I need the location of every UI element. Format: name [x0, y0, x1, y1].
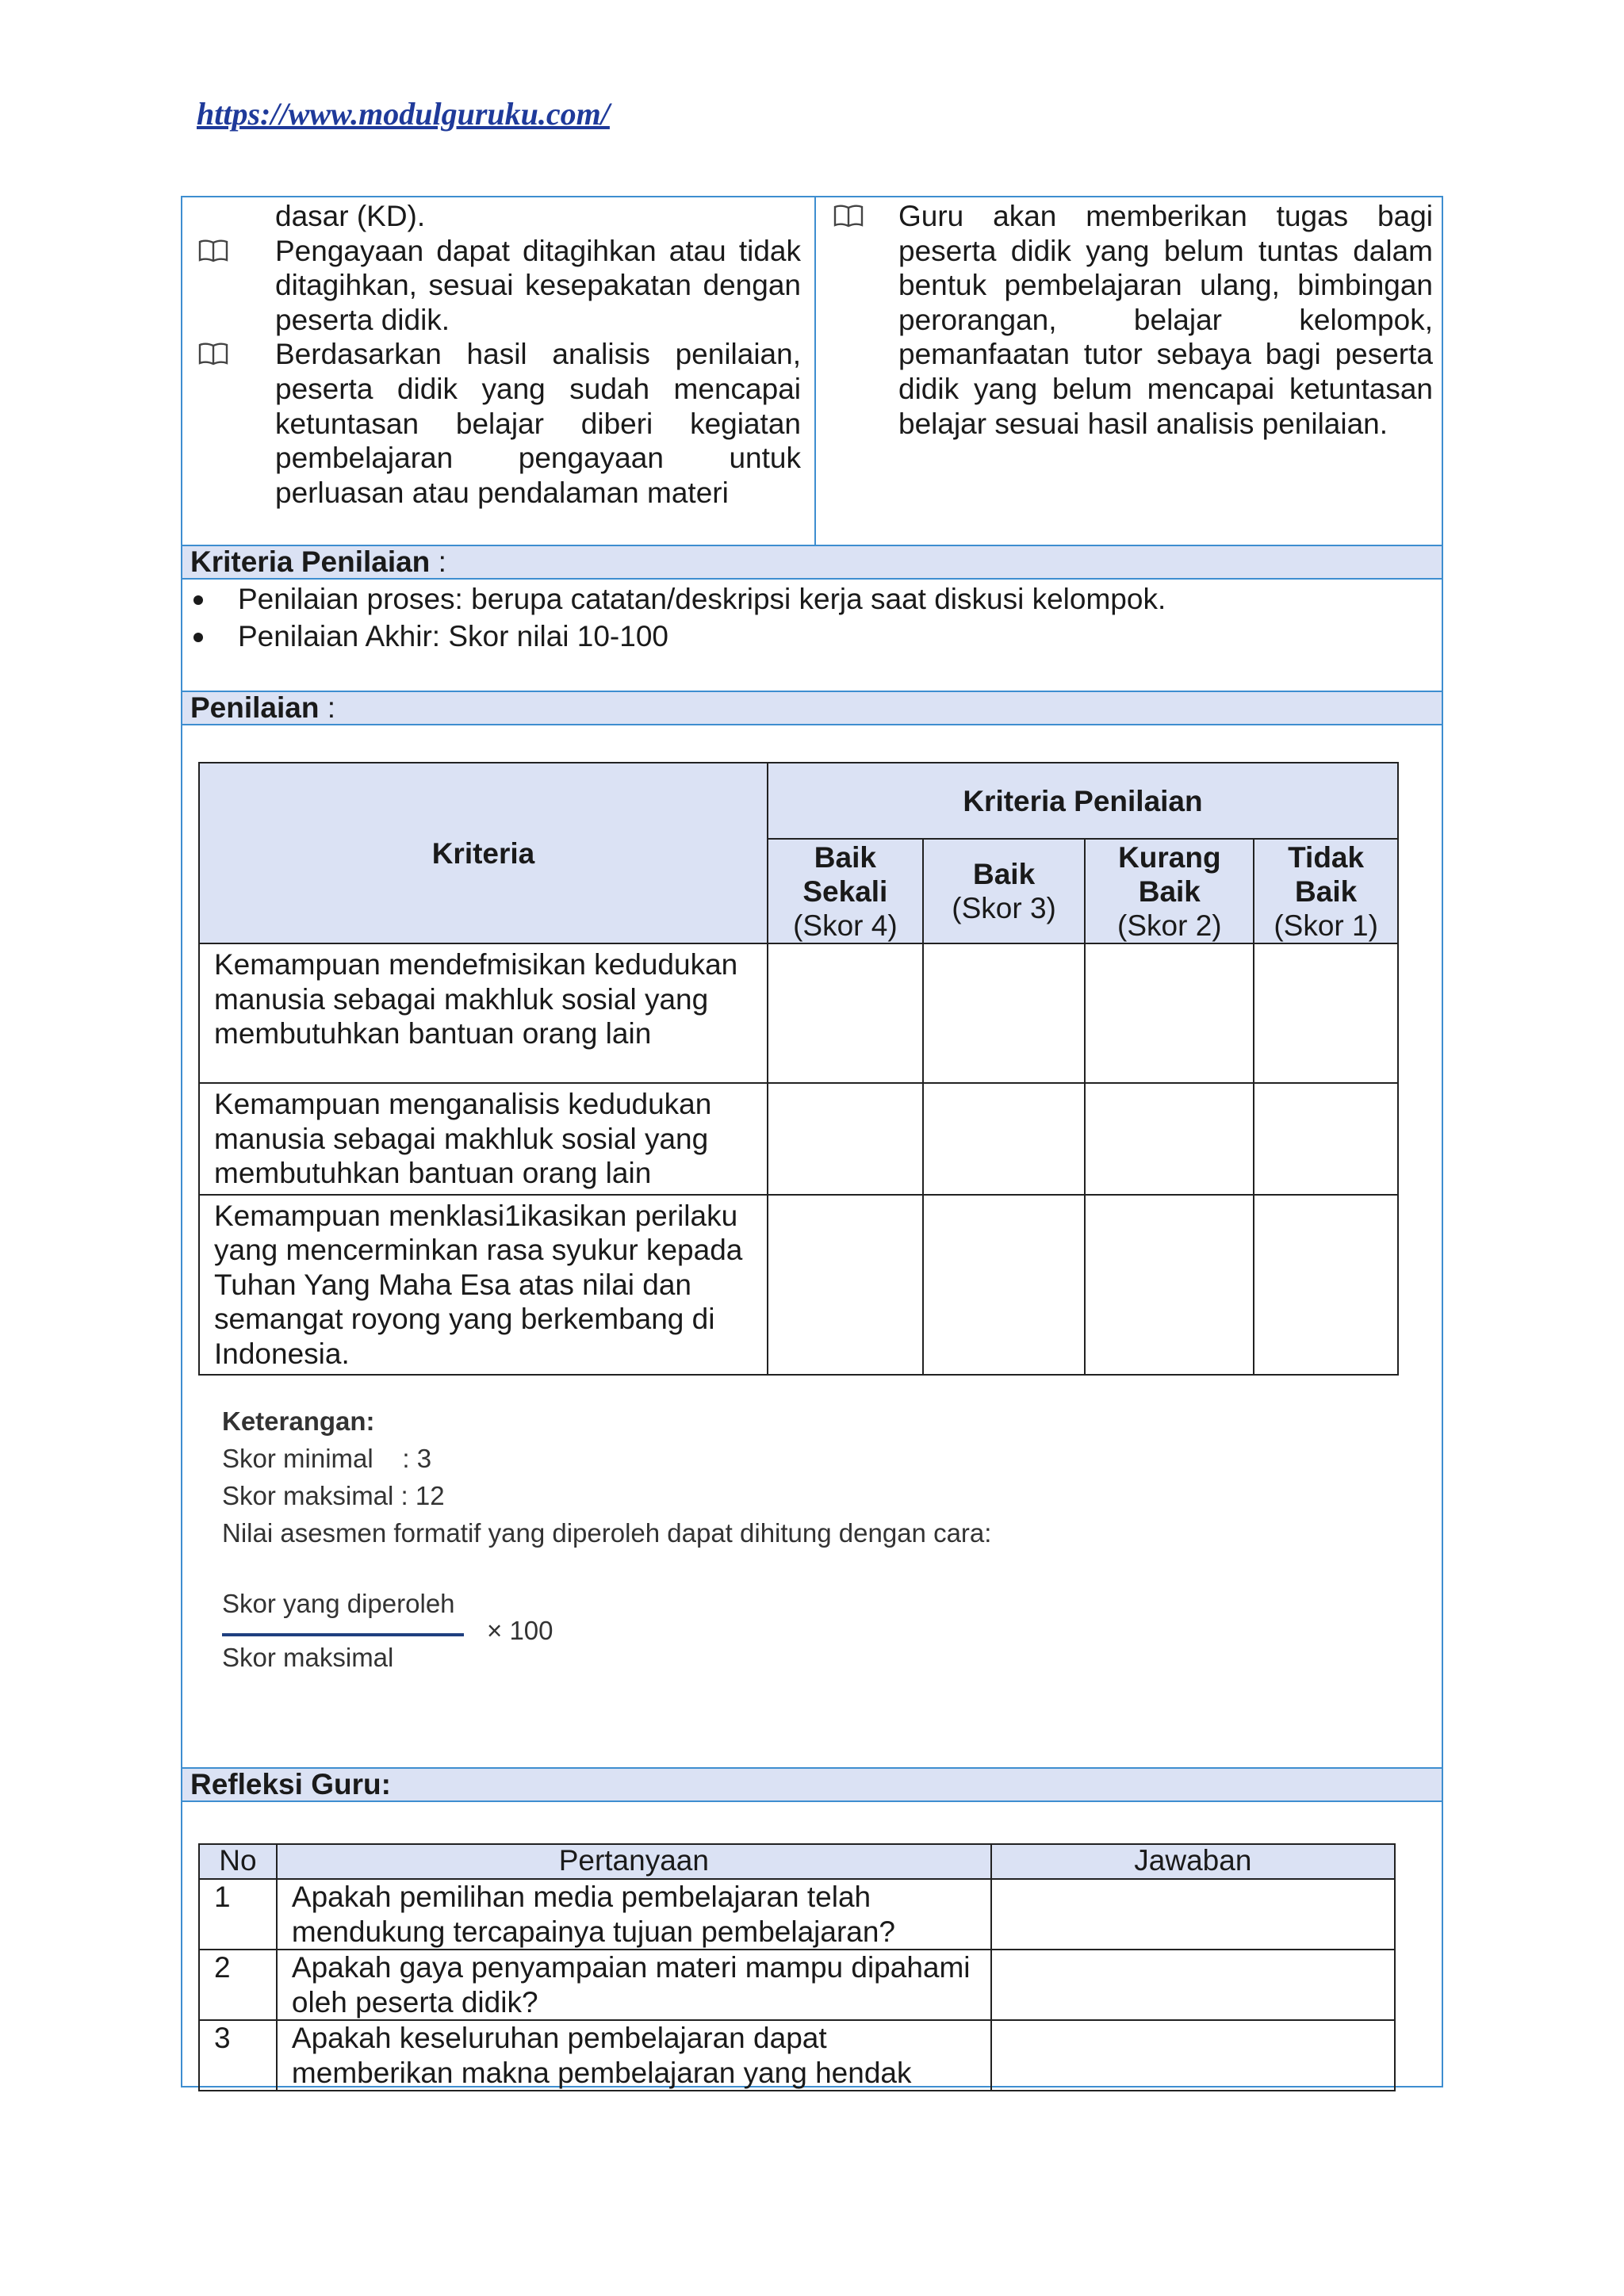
level-score: (Skor 2) [1117, 909, 1222, 942]
table-row [199, 2020, 1395, 2091]
keterangan-title: Keterangan: [222, 1406, 375, 1436]
book-icon [198, 239, 228, 262]
level-name-line2: Baik [1295, 874, 1358, 908]
formula-numerator: Skor yang diperoleh [222, 1589, 455, 1618]
refleksi-band [182, 1767, 1442, 1802]
score-cell[interactable] [768, 1083, 923, 1195]
no-cell: 3 [199, 2020, 277, 2091]
bullet-icon [193, 633, 203, 642]
list-item-text: Penilaian proses: berupa catatan/deskripsi kerja saat diskusi kelompok. [238, 583, 1166, 615]
formula-multiplier: × 100 [487, 1616, 553, 1645]
kriteria-penilaian-list [182, 580, 1166, 655]
score-cell[interactable] [923, 1083, 1086, 1195]
list-item-text: Penilaian Akhir: Skor nilai 10-100 [238, 620, 668, 652]
table-row [199, 1950, 1395, 2020]
jawaban-cell[interactable] [991, 1879, 1395, 1950]
level-header [923, 839, 1086, 943]
book-icon [198, 342, 228, 365]
book-icon [833, 204, 864, 228]
kriteria-penilaian-band [182, 545, 1442, 580]
fraction-bar [222, 1633, 464, 1636]
score-cell[interactable] [923, 943, 1086, 1083]
kriteria-cell: Kemampuan mendefmisikan kedudukan manusia sebagai makhluk sosial yang membutuhkan bantuan orang lain [199, 943, 768, 1083]
enrichment-item [182, 234, 801, 338]
header-url-link[interactable]: https://www.modulguruku.com/ [197, 96, 610, 132]
refleksi-title: Refleksi Guru: [190, 1768, 391, 1800]
remedial-item-text: Guru akan memberikan tugas bagi peserta didik yang belum tuntas dalam bentuk pembelajaran ulang, bimbingan perorangan, belajar kelompok, pemanfaatan tutor sebaya bagi peserta didik yang belum mencapai ketuntasan belajar sesuai hasil analisis penilaian. [898, 200, 1433, 440]
level-name-line1: Kurang [1118, 840, 1221, 874]
skor-minimal-text: Skor minimal : 3 [222, 1444, 432, 1473]
kriteria-cell: Kemampuan menklasi1ikasikan perilaku yang mencerminkan rasa syukur kepada Tuhan Yang Maha Esa atas nilai dan semangat royong yang berkembang di Indonesia. [199, 1195, 768, 1376]
level-header [1085, 839, 1254, 943]
no-cell: 1 [199, 1879, 277, 1950]
pertanyaan-cell: Apakah keseluruhan pembelajaran dapat memberikan makna pembelajaran yang hendak [277, 2020, 991, 2091]
level-name-line1: Baik [814, 840, 876, 874]
jawaban-cell[interactable] [991, 2020, 1395, 2091]
level-name-line2: Sekali [802, 874, 888, 908]
continuation-text: dasar (KD). [275, 200, 426, 232]
score-cell[interactable] [1085, 1083, 1254, 1195]
score-cell[interactable] [1085, 1195, 1254, 1376]
rubric-table [198, 762, 1399, 1376]
penilaian-band [182, 691, 1442, 725]
score-cell[interactable] [923, 1195, 1086, 1376]
remedial-column [814, 199, 1433, 441]
kriteria-penilaian-suffix: : [430, 545, 446, 578]
score-cell[interactable] [1254, 1195, 1398, 1376]
jawaban-header: Jawaban [991, 1844, 1395, 1879]
skor-maksimal-text: Skor maksimal : 12 [222, 1481, 445, 1510]
level-score: (Skor 1) [1274, 909, 1378, 942]
no-cell: 2 [199, 1950, 277, 2020]
list-item [182, 618, 1166, 655]
pertanyaan-cell: Apakah pemilihan media pembelajaran telah mendukung tercapainya tujuan pembelajaran? [277, 1879, 991, 1950]
enrichment-item-text: Pengayaan dapat ditagihkan atau tidak ditagihkan, sesuai kesepakatan dengan peserta didik. [275, 234, 801, 336]
level-name-line1: Tidak [1288, 840, 1365, 874]
jawaban-cell[interactable] [991, 1950, 1395, 2020]
table-row [199, 1195, 1398, 1376]
kriteria-cell: Kemampuan menganalisis kedudukan manusia sebagai makhluk sosial yang membutuhkan bantuan orang lain [199, 1083, 768, 1195]
pertanyaan-cell: Apakah gaya penyampaian materi mampu dipahami oleh peserta didik? [277, 1950, 991, 2020]
level-name-line2: Baik [973, 858, 1036, 890]
table-row [199, 943, 1398, 1083]
kriteria-header: Kriteria [199, 763, 768, 943]
level-score: (Skor 3) [952, 892, 1056, 924]
kriteria-penilaian-header: Kriteria Penilaian [768, 763, 1398, 839]
level-score: (Skor 4) [793, 909, 898, 942]
score-cell[interactable] [768, 943, 923, 1083]
table-row [199, 1879, 1395, 1950]
kriteria-penilaian-title: Kriteria Penilaian [190, 545, 431, 578]
score-cell[interactable] [768, 1195, 923, 1376]
level-header [1254, 839, 1398, 943]
remedial-item [814, 199, 1433, 441]
keterangan-block [222, 1402, 991, 1552]
no-header: No [199, 1844, 277, 1879]
refleksi-table [198, 1843, 1396, 2091]
list-item [182, 580, 1166, 618]
level-name-line2: Baik [1138, 874, 1201, 908]
score-cell[interactable] [1254, 943, 1398, 1083]
enrichment-item [182, 337, 801, 510]
formula-intro-text: Nilai asesmen formatif yang diperoleh dapat dihitung dengan cara: [222, 1518, 992, 1548]
formula-denominator: Skor maksimal [222, 1643, 394, 1672]
table-row [199, 1083, 1398, 1195]
pertanyaan-header: Pertanyaan [277, 1844, 991, 1879]
enrichment-item-text: Berdasarkan hasil analisis penilaian, peserta didik yang sudah mencapai ketuntasan belajar diberi kegiatan pembelajaran pengayaan untuk perluasan atau pendalaman materi [275, 338, 801, 509]
remedial-enrichment-section [182, 197, 1442, 545]
penilaian-title: Penilaian [190, 691, 320, 724]
score-cell[interactable] [1254, 1083, 1398, 1195]
level-header [768, 839, 923, 943]
enrichment-column [182, 199, 801, 510]
content-frame [181, 196, 1443, 2087]
bullet-icon [193, 595, 203, 605]
score-cell[interactable] [1085, 943, 1254, 1083]
penilaian-suffix: : [319, 691, 336, 724]
